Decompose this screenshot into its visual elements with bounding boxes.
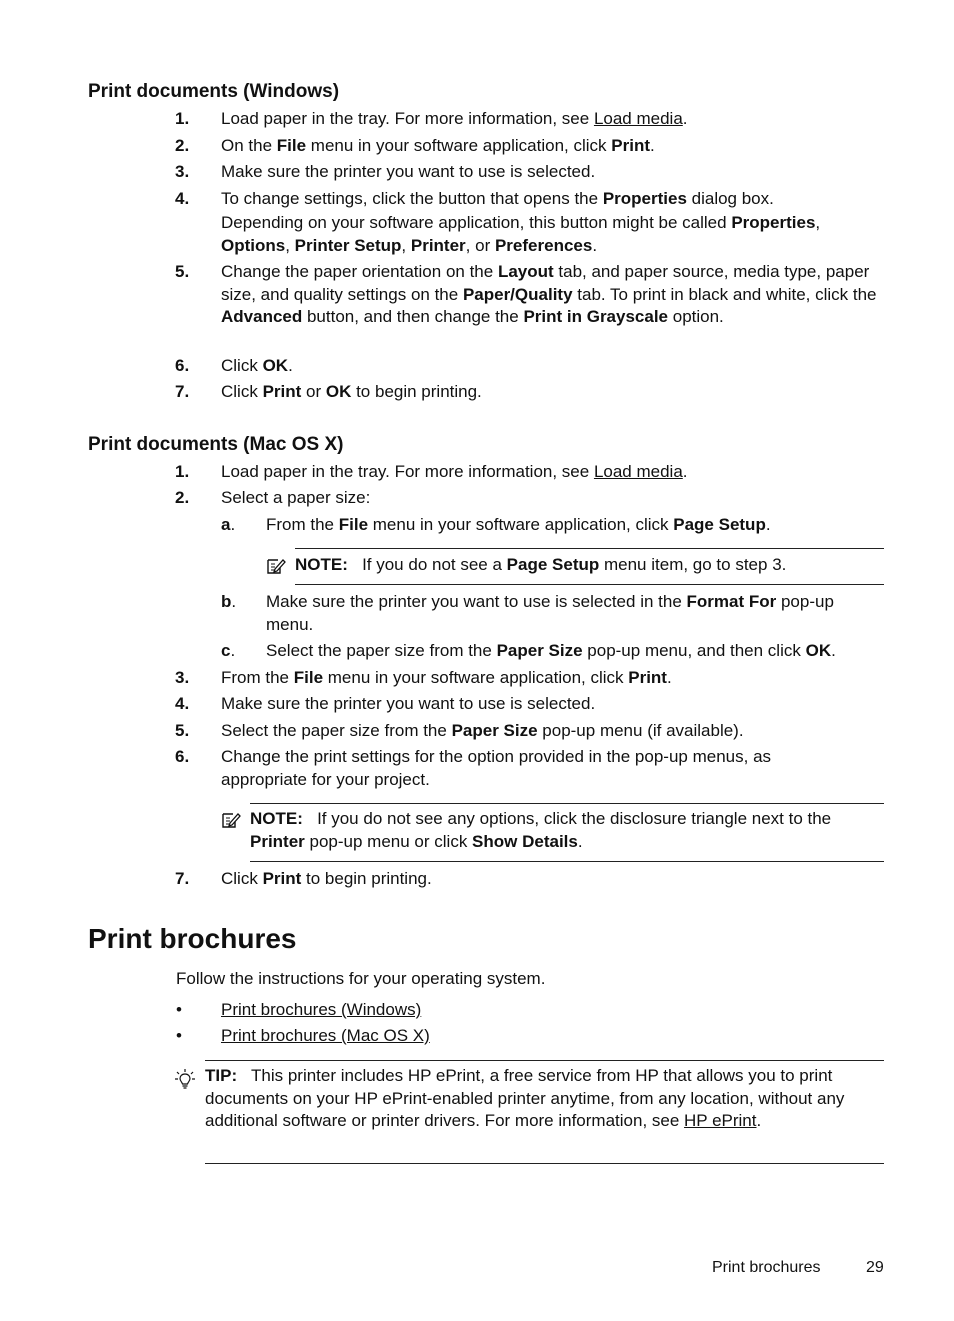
note-bottom-rule bbox=[250, 861, 884, 862]
note-icon bbox=[221, 811, 241, 836]
heading-print-documents-windows: Print documents (Windows) bbox=[88, 81, 340, 102]
note-text: NOTE: If you do not see a Page Setup menu item, go to step 3. bbox=[295, 555, 787, 574]
tip-bottom-rule bbox=[205, 1163, 884, 1164]
note-icon bbox=[266, 557, 286, 582]
hp-eprint-link[interactable]: HP ePrint bbox=[684, 1111, 757, 1130]
tip-text: TIP: This printer includes HP ePrint, a free service from HP that allows you to print documents on your HP ePrint-enabled printer anytime, from any location, without any additional software or printer drivers. For more information, see HP ePrint. bbox=[205, 1066, 845, 1130]
note-text: NOTE: If you do not see any options, click the disclosure triangle next to the Printer pop-up menu or click Show Details. bbox=[250, 809, 832, 851]
heading-print-brochures: Print brochures bbox=[88, 923, 297, 954]
print-brochures-windows-link[interactable]: Print brochures (Windows) bbox=[221, 1000, 422, 1019]
page-number: 29 bbox=[866, 1259, 884, 1276]
intro-text: Follow the instructions for your operating system. bbox=[176, 969, 546, 988]
heading-print-documents-mac: Print documents (Mac OS X) bbox=[88, 434, 344, 455]
lightbulb-icon bbox=[175, 1068, 195, 1097]
note-bottom-rule bbox=[295, 584, 884, 585]
note-top-rule bbox=[250, 803, 884, 804]
load-media-link[interactable]: Load media bbox=[593, 462, 683, 481]
print-brochures-mac-link[interactable]: Print brochures (Mac OS X) bbox=[221, 1026, 430, 1045]
load-media-link[interactable]: Load media bbox=[593, 109, 683, 128]
note-top-rule bbox=[295, 548, 884, 549]
tip-top-rule bbox=[205, 1060, 884, 1061]
footer-section-title: Print brochures bbox=[712, 1259, 821, 1276]
